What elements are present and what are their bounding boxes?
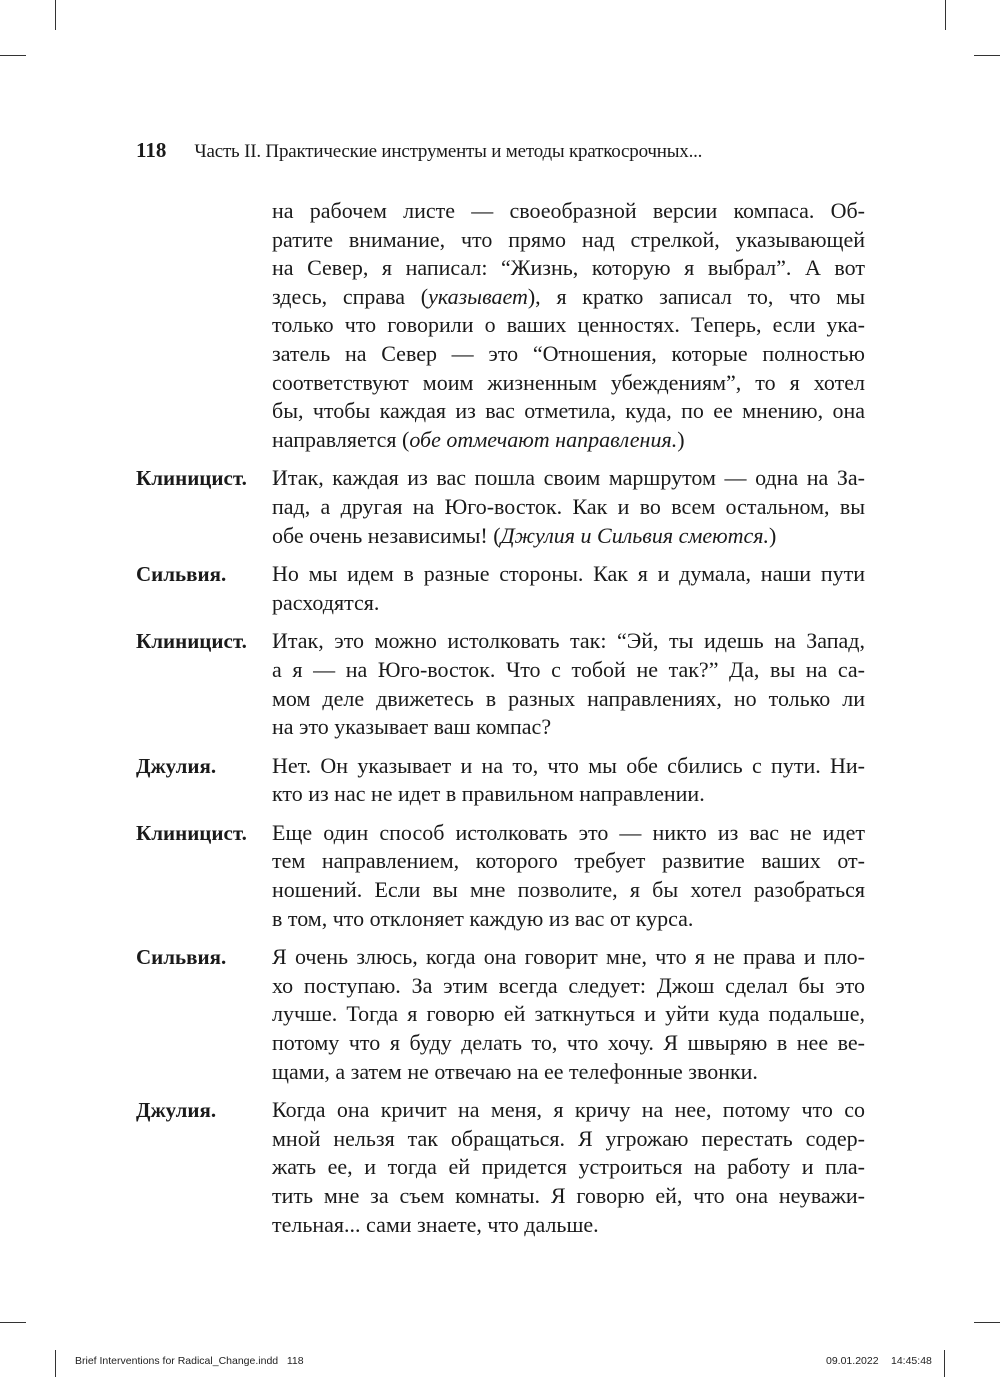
paragraph-text bbox=[272, 943, 865, 1086]
crop-mark bbox=[0, 1322, 26, 1323]
text-line bbox=[272, 1029, 865, 1058]
speaker-label: Сильвия. bbox=[136, 945, 227, 970]
speaker-label: Джулия. bbox=[136, 753, 217, 778]
text-segment: ) bbox=[769, 522, 777, 548]
dialogue-paragraph bbox=[136, 560, 865, 617]
text-segment: Еще один способ истолковать это — никто из вас не идет bbox=[272, 819, 865, 845]
text-line bbox=[272, 1125, 865, 1154]
stage-direction: обе отмечают направления. bbox=[409, 426, 678, 452]
text-line bbox=[272, 226, 865, 255]
text-line bbox=[272, 254, 865, 283]
text-line bbox=[272, 560, 865, 589]
text-line bbox=[272, 369, 865, 398]
text-segment: потому что я буду делать то, что хочу. Я швыряю в нее ве- bbox=[272, 1030, 865, 1056]
text-line bbox=[272, 340, 865, 369]
text-segment: Но мы идем в разные стороны. Как я и думала, наши пути bbox=[272, 561, 865, 587]
crop-mark bbox=[945, 0, 946, 30]
text-segment: а я — на Юго-восток. Что с тобой не так?” Да, вы на са- bbox=[272, 656, 865, 682]
text-segment: расходятся. bbox=[272, 589, 380, 615]
dialogue-body bbox=[136, 197, 865, 1239]
text-segment: на рабочем листе — своеобразной версии компаса. Об- bbox=[272, 198, 865, 223]
text-line bbox=[272, 589, 865, 618]
text-line bbox=[272, 905, 865, 934]
text-segment: только что говорили о ваших ценностях. Теперь, если ука- bbox=[272, 312, 865, 338]
paragraph-text bbox=[272, 1096, 865, 1239]
footer-date: 09.01.2022 bbox=[826, 1355, 879, 1367]
text-line bbox=[272, 819, 865, 848]
text-segment: Итак, каждая из вас пошла своим маршрутом — одна на За- bbox=[272, 465, 865, 491]
paragraph-text bbox=[272, 627, 865, 741]
dialogue-paragraph bbox=[136, 627, 865, 741]
text-segment: в том, что отклоняет каждую из вас от курса. bbox=[272, 905, 694, 931]
text-line bbox=[272, 197, 865, 226]
text-segment: направляется ( bbox=[272, 426, 410, 452]
page-number: 118 bbox=[136, 138, 167, 162]
crop-mark bbox=[0, 55, 26, 56]
text-segment: тить мне за съем комнаты. Я говорю ей, что она неуважи- bbox=[272, 1183, 865, 1208]
text-segment: мом деле движетесь в разных направлениях, но только ли bbox=[272, 685, 865, 711]
footer-time: 14:45:48 bbox=[891, 1355, 932, 1367]
text-segment: ратите внимание, что прямо над стрелкой, указывающей bbox=[272, 226, 865, 252]
dialogue-paragraph bbox=[136, 197, 865, 454]
text-line bbox=[272, 752, 865, 781]
text-segment: ), я кратко записал то, что мы bbox=[527, 283, 865, 309]
text-line bbox=[272, 847, 865, 876]
text-line bbox=[272, 876, 865, 905]
text-segment: затель на Север — это “Отношения, которые полностью bbox=[272, 340, 865, 366]
paragraph-text bbox=[272, 819, 865, 933]
stage-direction: Джулия и Сильвия смеются. bbox=[500, 522, 770, 548]
text-line bbox=[272, 780, 865, 809]
dialogue-paragraph bbox=[136, 819, 865, 933]
text-segment: жать ее, и тогда ей придется устроиться на работу и пла- bbox=[272, 1154, 865, 1180]
paragraph-text bbox=[272, 197, 865, 454]
text-segment: мной нельзя так обращаться. Я угрожаю перестать содер- bbox=[272, 1125, 865, 1151]
text-segment: бы, чтобы каждая из вас отметила, куда, по ее мнению, она bbox=[272, 398, 865, 424]
text-line bbox=[272, 464, 865, 493]
crop-mark bbox=[55, 1350, 56, 1377]
text-line bbox=[272, 311, 865, 340]
running-title: Часть II. Практические инструменты и методы краткосрочных... bbox=[194, 141, 703, 162]
text-segment: хо поступаю. За этим всегда следует: Джош сделал бы это bbox=[272, 972, 865, 998]
text-line bbox=[272, 1182, 865, 1211]
text-line bbox=[272, 493, 865, 522]
text-segment: здесь, справа ( bbox=[272, 283, 429, 309]
text-line bbox=[272, 283, 865, 312]
speaker-label: Сильвия. bbox=[136, 562, 227, 587]
text-segment: лучше. Тогда я говорю ей заткнуться и уйти куда подальше, bbox=[272, 1001, 865, 1027]
speaker-label: Клиницист. bbox=[136, 820, 247, 845]
text-line bbox=[272, 1153, 865, 1182]
speaker-label bbox=[136, 197, 272, 454]
text-segment: ) bbox=[677, 426, 685, 452]
text-segment: соответствуют моим жизненным убеждениям”, то я хотел bbox=[272, 369, 865, 395]
text-line bbox=[272, 522, 865, 551]
dialogue-paragraph bbox=[136, 464, 865, 550]
footer-file: Brief Interventions for Radical_Change.indd 118 bbox=[75, 1355, 304, 1367]
paragraph-text bbox=[272, 752, 865, 809]
text-line bbox=[272, 656, 865, 685]
running-header bbox=[136, 138, 702, 163]
text-line bbox=[272, 397, 865, 426]
text-line bbox=[272, 426, 865, 455]
text-segment: на Север, я написал: “Жизнь, которую я выбрал”. А вот bbox=[272, 255, 865, 281]
text-line bbox=[272, 1000, 865, 1029]
text-line bbox=[272, 1211, 865, 1240]
text-segment: пад, а другая на Юго-восток. Как и во всем остальном, вы bbox=[272, 493, 865, 519]
text-line bbox=[272, 1096, 865, 1125]
paragraph-text bbox=[272, 560, 865, 617]
text-segment: Нет. Он указывает и на то, что мы обе сбились с пути. Ни- bbox=[272, 752, 865, 778]
text-segment: щами, а затем не отвечаю на ее телефонные звонки. bbox=[272, 1058, 758, 1084]
speaker-label: Джулия. bbox=[136, 1098, 217, 1123]
text-segment: Итак, это можно истолковать так: “Эй, ты идешь на Запад, bbox=[272, 628, 865, 654]
text-line bbox=[272, 972, 865, 1001]
text-segment: обе очень независимы! ( bbox=[272, 522, 501, 548]
speaker-label: Клиницист. bbox=[136, 629, 247, 654]
text-line bbox=[272, 713, 865, 742]
dialogue-paragraph bbox=[136, 752, 865, 809]
text-segment: Когда она кричит на меня, я кричу на нее, потому что со bbox=[272, 1097, 865, 1123]
dialogue-paragraph bbox=[136, 1096, 865, 1239]
text-segment: на это указывает ваш компас? bbox=[272, 714, 552, 740]
text-segment: ношений. Если вы мне позволите, я бы хотел разобраться bbox=[272, 877, 865, 903]
stage-direction: указывает bbox=[428, 283, 528, 309]
text-segment: тельная... сами знаете, что дальше. bbox=[272, 1211, 599, 1237]
text-segment: кто из нас не идет в правильном направлении. bbox=[272, 781, 705, 807]
crop-mark bbox=[944, 1350, 945, 1377]
text-segment: тем направлением, которого требует развитие ваших от- bbox=[272, 848, 865, 874]
text-line bbox=[272, 1058, 865, 1087]
speaker-label: Клиницист. bbox=[136, 466, 247, 491]
crop-mark bbox=[55, 0, 56, 30]
text-line bbox=[272, 943, 865, 972]
dialogue-paragraph bbox=[136, 943, 865, 1086]
text-segment: Я очень злюсь, когда она говорит мне, что я не права и пло- bbox=[272, 944, 865, 970]
paragraph-text bbox=[272, 464, 865, 550]
crop-mark bbox=[974, 1322, 1000, 1323]
text-line bbox=[272, 627, 865, 656]
text-line bbox=[272, 685, 865, 714]
crop-mark bbox=[974, 55, 1000, 56]
